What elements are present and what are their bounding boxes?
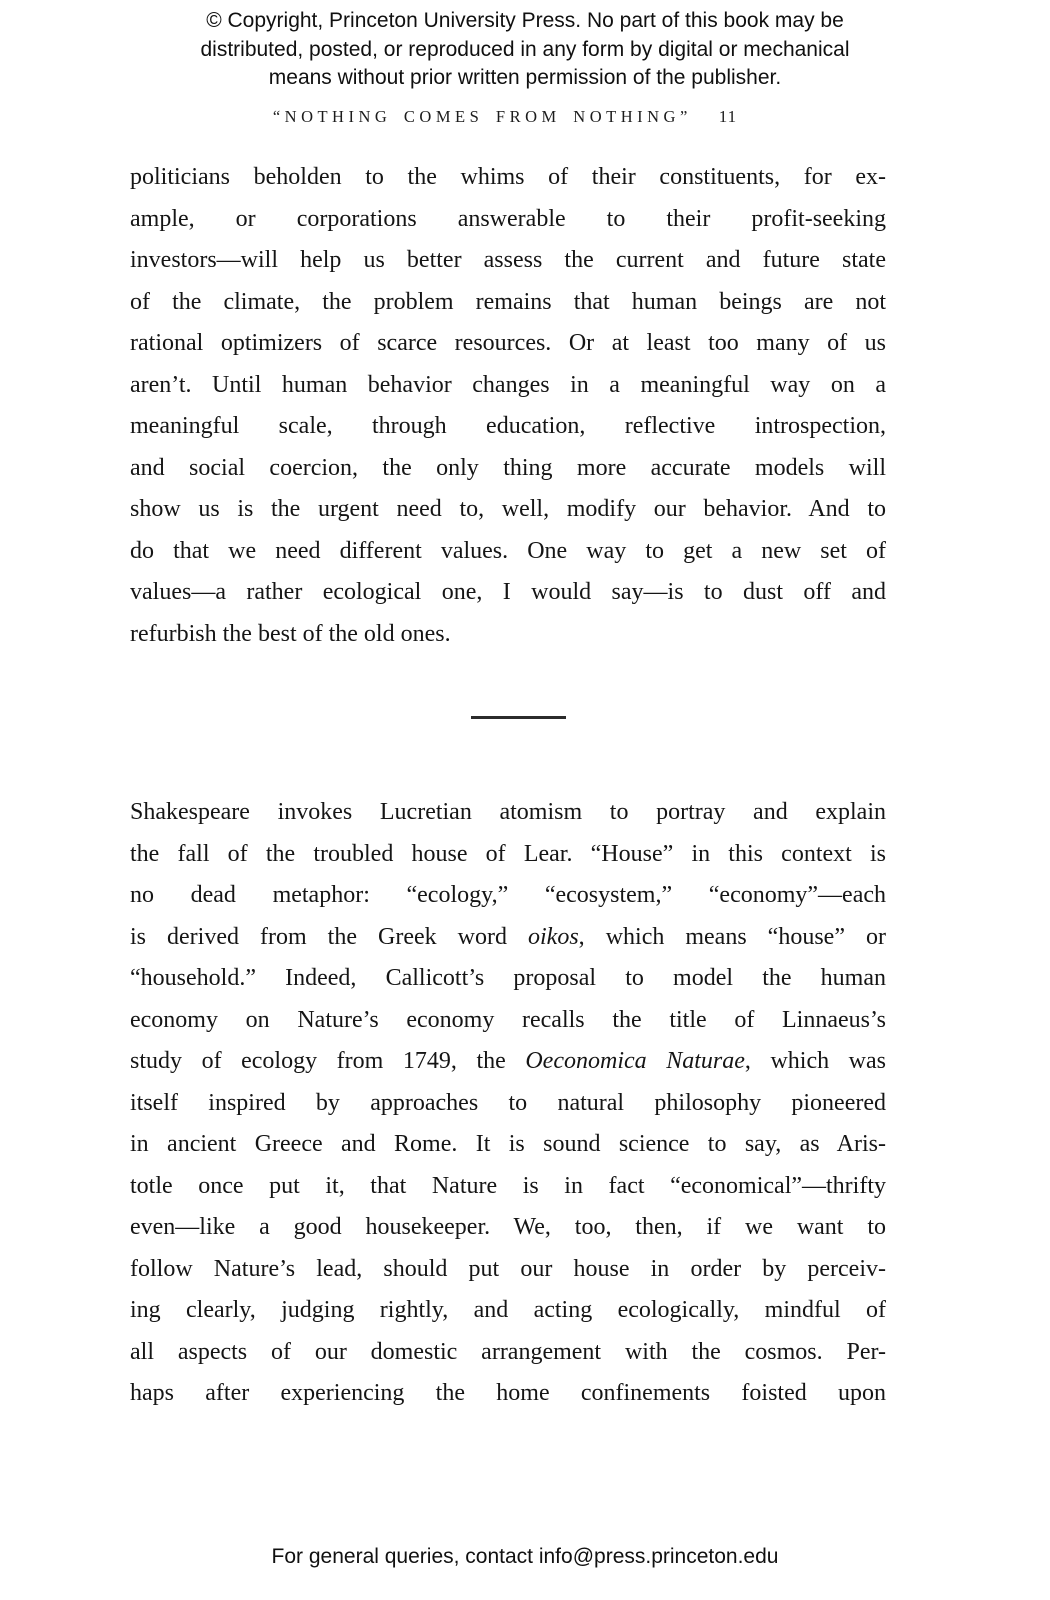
section-break-rule [471,716,566,719]
copyright-line: © Copyright, Princeton University Press. No part of this book may be [206,9,844,32]
text-line: Shakespeare invokes Lucretian atomism to portray and explain [130,799,886,825]
text-line: “household.” Indeed, Callicott’s proposal to model the human [130,965,886,991]
text-line: totle once put it, that Nature is in fact “economical”—thrifty [130,1172,886,1199]
text-line: rational optimizers of scarce resources. Or at least too many of us [130,330,886,356]
footer-contact-text: For general queries, contact info@press.princeton.edu [271,1545,779,1568]
text-line: ing clearly, judging rightly, and acting ecologically, mindful of [130,1297,886,1323]
text-line: even—like a good housekeeper. We, too, then, if we want to [130,1214,886,1240]
text-line: investors—will help us better assess the current and future state [130,247,886,273]
text-line: itself inspired by approaches to natural philosophy pioneered [130,1089,886,1116]
page-footer [0,1545,1050,1569]
section-break [130,716,886,719]
text-line: ample, or corporations answerable to their profit-seeking [130,205,886,232]
text-line: aren’t. Until human behavior changes in a meaningful way on a [130,371,886,398]
text-line: and social coercion, the only thing more accurate models will [130,454,886,481]
body-paragraph-2 [130,792,886,1415]
text-line: the fall of the troubled house of Lear. “House” in this context is [130,840,886,867]
text-line: show us is the urgent need to, well, modify our behavior. And to [130,496,886,522]
copyright-notice [0,7,1050,93]
text-line: follow Nature’s lead, should put our house in order by perceiv- [130,1255,886,1282]
copyright-line: distributed, posted, or reproduced in any form by digital or mechanical [200,37,850,61]
text-line: economy on Nature’s economy recalls the title of Linnaeus’s [130,1006,886,1033]
copyright-line: means without prior written permission of the publisher. [268,66,782,89]
text-line: in ancient Greece and Rome. It is sound science to say, as Aris- [130,1131,886,1157]
body-paragraph-1 [130,157,886,655]
italic-text: Oeconomica Naturae [525,1048,745,1074]
text-line: refurbish the best of the old ones. [130,620,451,647]
italic-text: oikos [528,923,579,950]
text-line: haps after experiencing the home confinements foisted upon [130,1380,886,1406]
page-number: 11 [718,107,738,126]
text-line: of the climate, the problem remains that human beings are not [130,288,886,315]
text-line: is derived from the Greek word oikos, which means “house” or [130,923,886,950]
text-line: politicians beholden to the whims of their constituents, for ex- [130,164,886,190]
text-line: no dead metaphor: “ecology,” “ecosystem,” “economy”—each [130,882,886,908]
running-head [0,107,1010,127]
running-head-title: “NOTHING COMES FROM NOTHING” [272,107,692,126]
text-line: values—a rather ecological one, I would say—is to dust off and [130,579,886,605]
text-line: do that we need different values. One way to get a new set of [130,537,886,564]
text-line: all aspects of our domestic arrangement with the cosmos. Per- [130,1338,886,1365]
text-line: meaningful scale, through education, reflective introspection, [130,413,886,439]
text-line: study of ecology from 1749, the Oeconomica Naturae, which was [130,1048,886,1074]
